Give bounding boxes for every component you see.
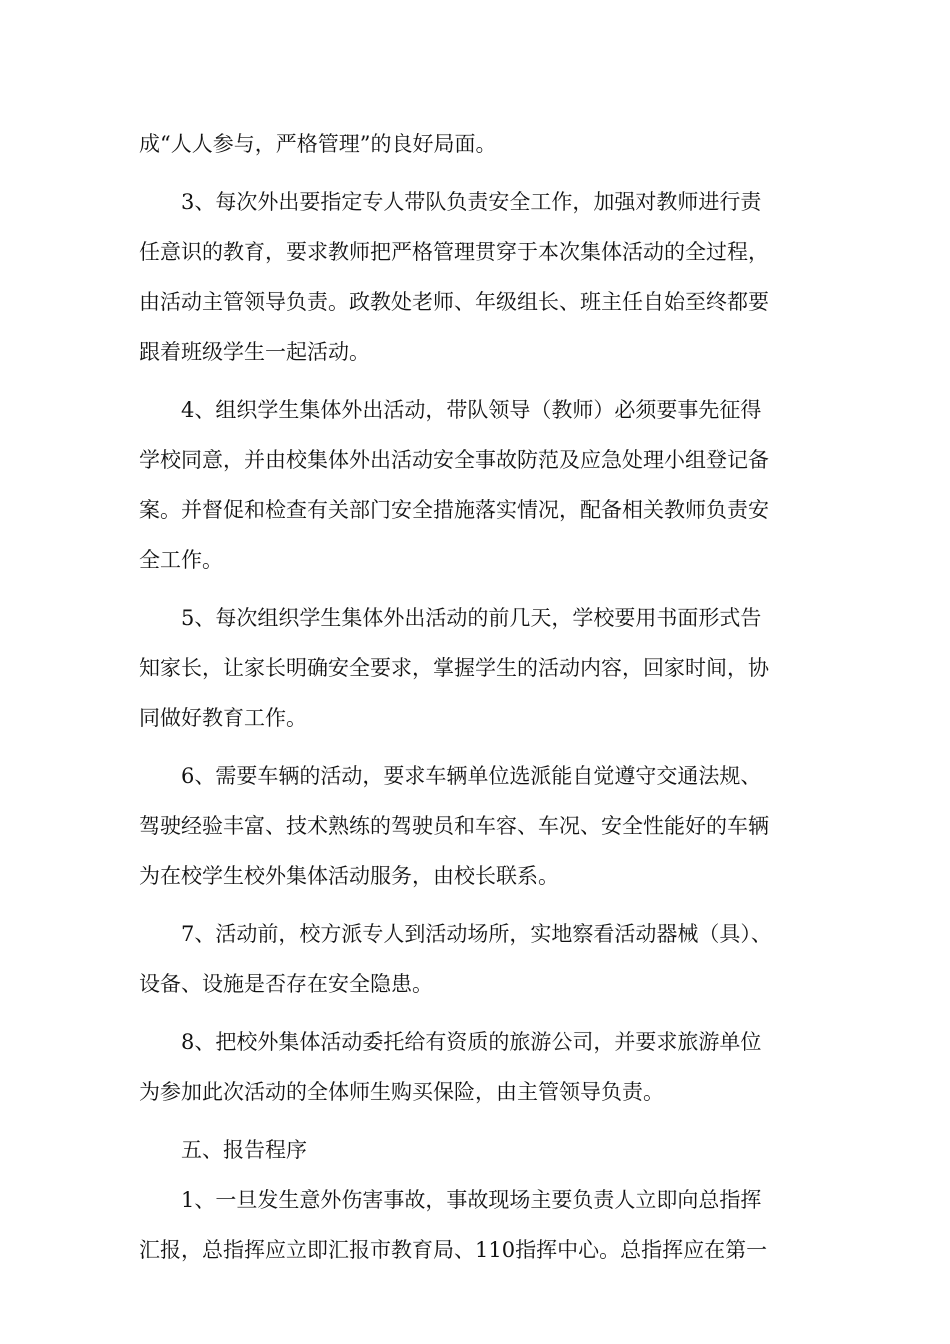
text-line: 6、需要车辆的活动，要求车辆单位选派能自觉遵守交通法规、 [181, 764, 762, 788]
section-heading [139, 1125, 819, 1175]
section-heading-text: 五、报告程序 [181, 1138, 307, 1162]
text-line: 为在校学生校外集体活动服务，由校长联系。 [139, 864, 559, 888]
text-line: 8、把校外集体活动委托给有资质的旅游公司，并要求旅游单位 [181, 1030, 762, 1054]
paragraph-item-3 [139, 177, 819, 377]
text-line: 案。并督促和检查有关部门安全措施落实情况，配备相关教师负责安 [139, 498, 769, 522]
text-line: 跟着班级学生一起活动。 [139, 340, 370, 364]
text-line: 5、每次组织学生集体外出活动的前几天，学校要用书面形式告 [181, 606, 762, 630]
paragraph-continuation [139, 119, 819, 169]
paragraph-item-4 [139, 385, 819, 585]
paragraph-item-5 [139, 593, 819, 743]
text-line: 同做好教育工作。 [139, 706, 307, 730]
paragraph-item-7 [139, 909, 819, 1009]
text-line: 设备、设施是否存在安全隐患。 [139, 972, 433, 996]
text-line: 任意识的教育，要求教师把严格管理贯穿于本次集体活动的全过程， [139, 240, 769, 264]
paragraph-item-8 [139, 1017, 819, 1117]
text-line: 7、活动前，校方派专人到活动场所，实地察看活动器械（具）、 [181, 922, 772, 946]
text-line: 学校同意，并由校集体外出活动安全事故防范及应急处理小组登记备 [139, 448, 769, 472]
text-line: 驾驶经验丰富、技术熟练的驾驶员和车容、车况、安全性能好的车辆 [139, 814, 769, 838]
text-line: 全工作。 [139, 548, 223, 572]
text-line: 成“人人参与，严格管理”的良好局面。 [139, 132, 497, 156]
paragraph-item-6 [139, 751, 819, 901]
text-line: 汇报，总指挥应立即汇报市教育局、110指挥中心。总指挥应在第一 [139, 1238, 768, 1262]
text-line: 由活动主管领导负责。政教处老师、年级组长、班主任自始至终都要 [139, 290, 769, 314]
document-body [139, 119, 819, 1275]
text-line: 为参加此次活动的全体师生购买保险，由主管领导负责。 [139, 1080, 664, 1104]
text-line: 4、组织学生集体外出活动，带队领导（教师）必须要事先征得 [181, 398, 762, 422]
text-line: 3、每次外出要指定专人带队负责安全工作，加强对教师进行责 [181, 190, 762, 214]
text-line: 1、一旦发生意外伤害事故，事故现场主要负责人立即向总指挥 [181, 1188, 762, 1212]
paragraph-report-1 [139, 1175, 819, 1275]
text-line: 知家长，让家长明确安全要求，掌握学生的活动内容，回家时间，协 [139, 656, 769, 680]
